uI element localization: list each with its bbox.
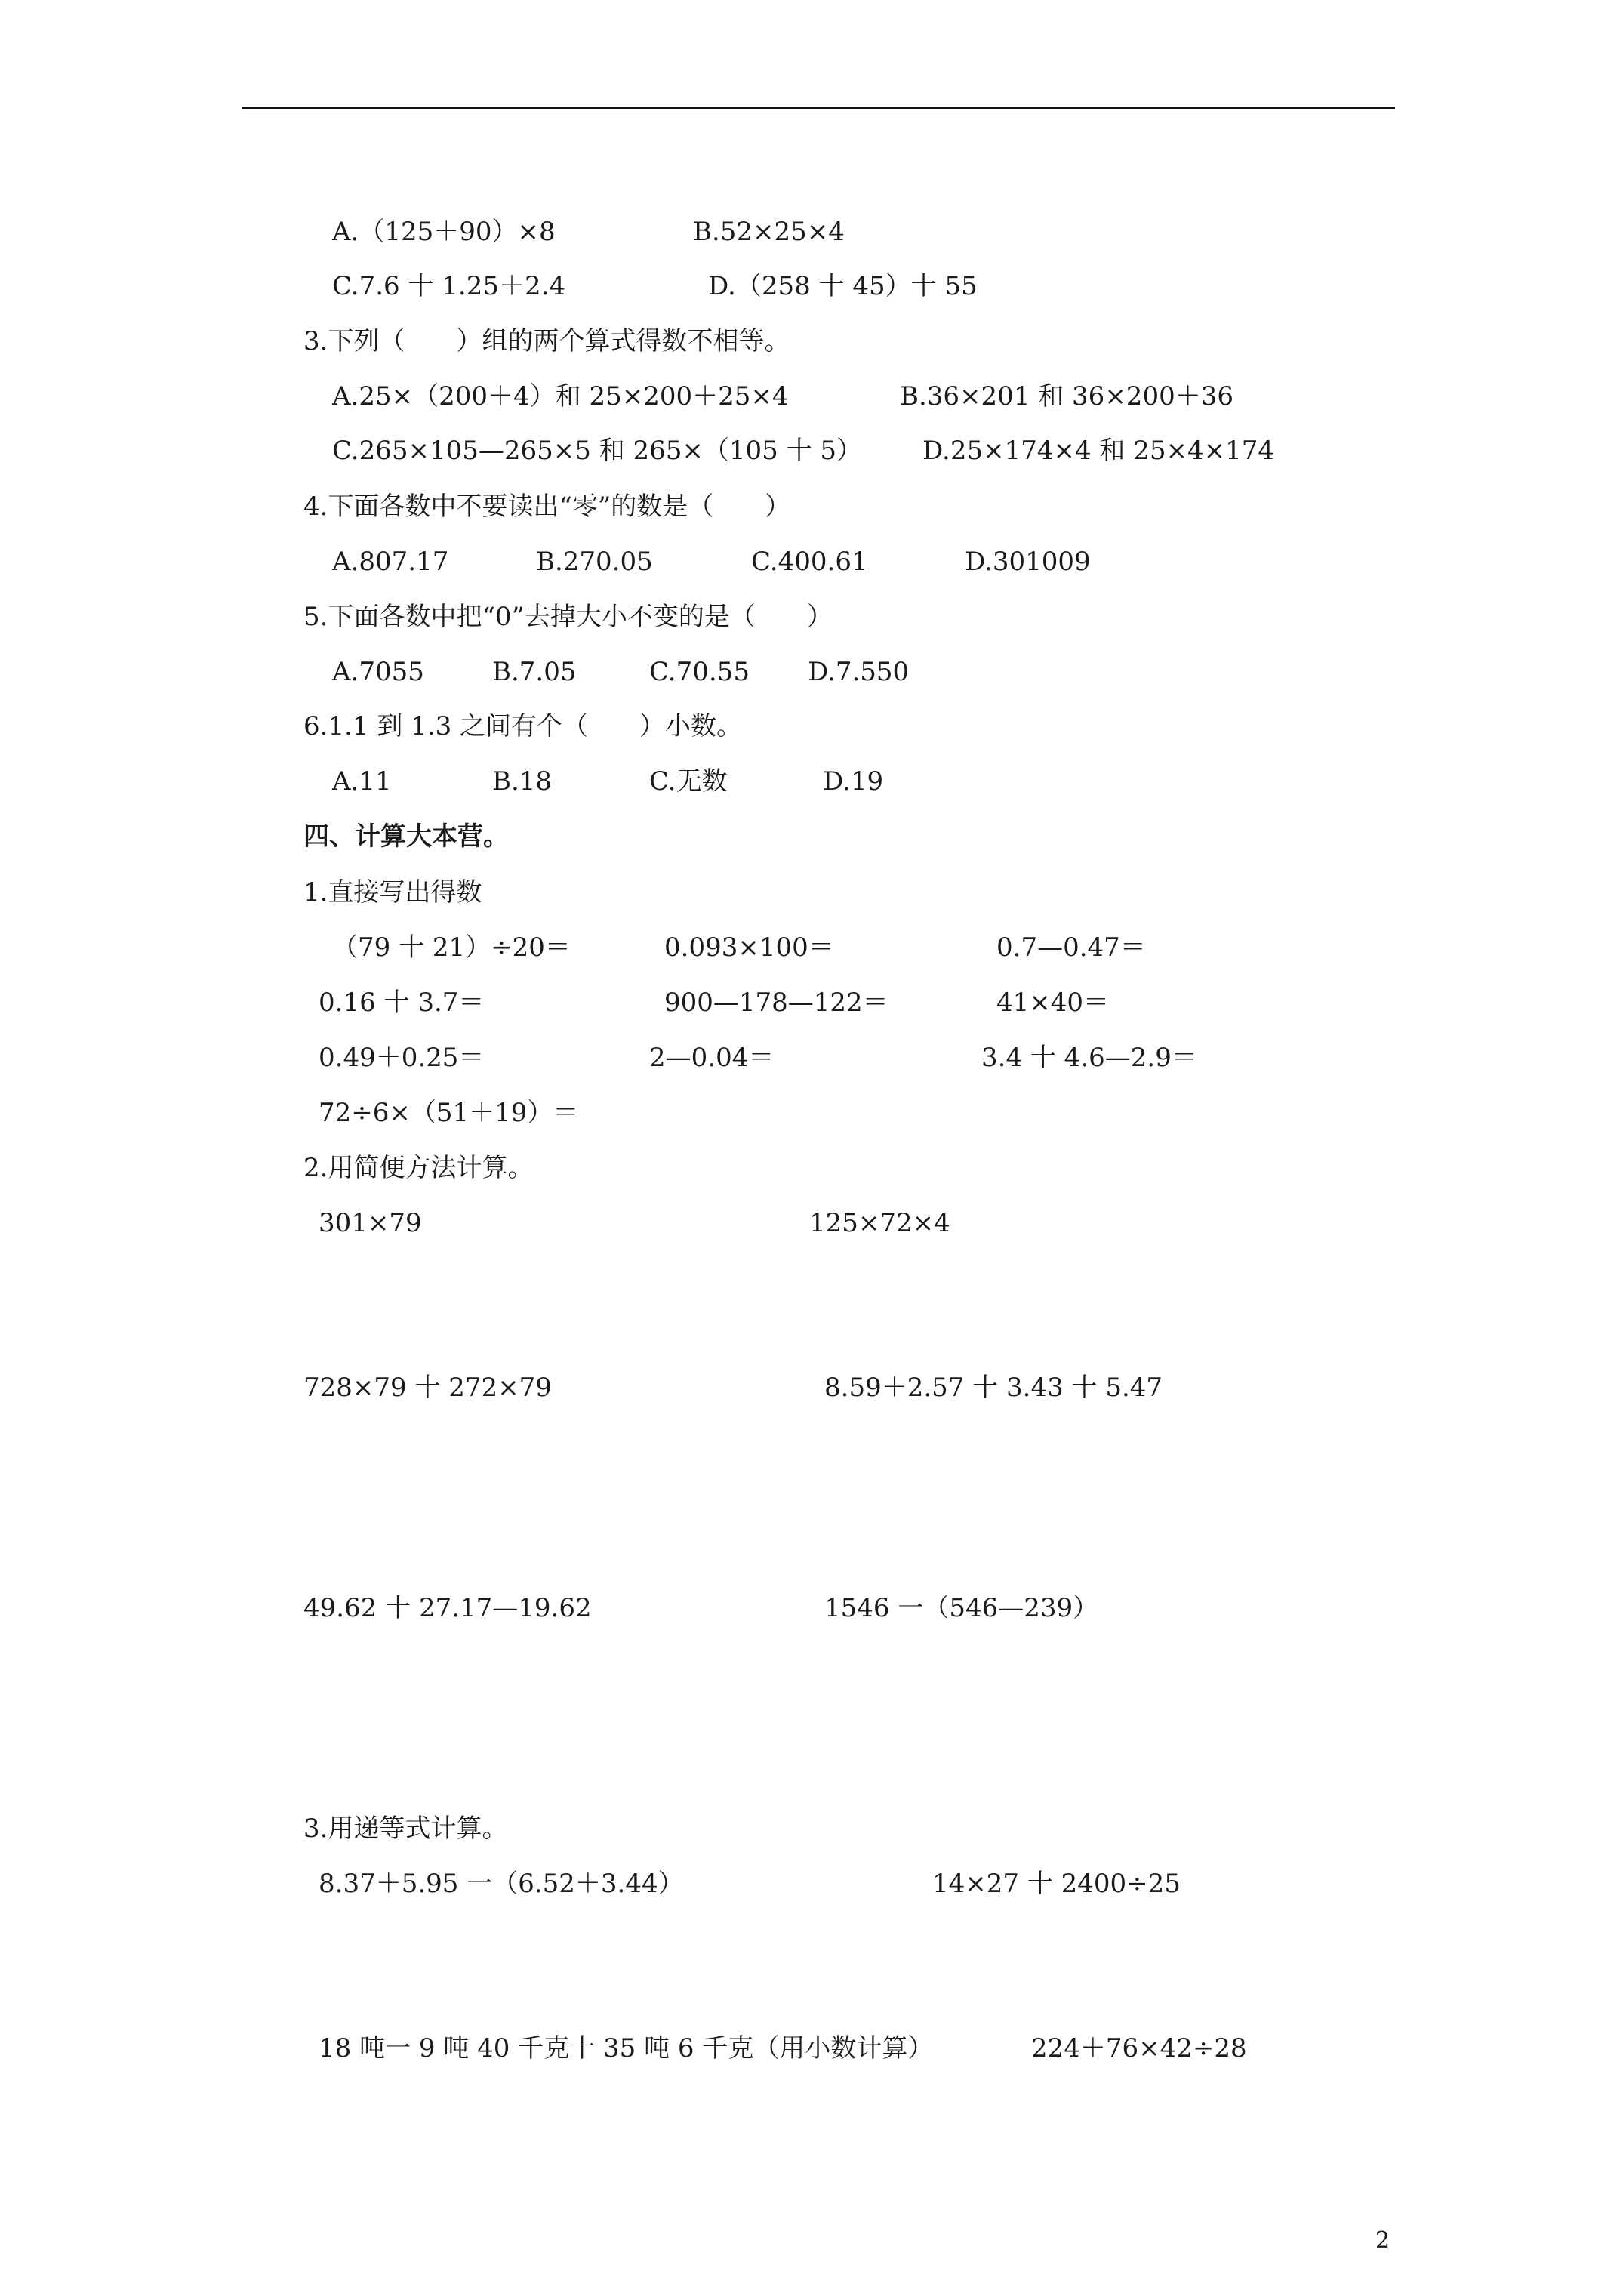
q4-option-c: C.400.61 [751,547,868,577]
q2-option-a: A.（125＋90）×8 [332,217,556,247]
q3-option-a: A.25×（200＋4）和 25×200＋25×4 [332,381,789,411]
simplify-calc-6: 1546 一（546—239） [824,1593,1099,1623]
stepwise-calc-1: 8.37＋5.95 一（6.52＋3.44） [319,1869,684,1899]
page-number: 2 [1375,2227,1390,2254]
q5-option-d: D.7.550 [808,657,910,687]
simplify-calc-2: 125×72×4 [809,1208,950,1238]
mental-calc-4: 0.16 十 3.7＝ [319,988,485,1018]
mental-calc-2: 0.093×100＝ [664,932,834,963]
mental-calc-5: 900—178—122＝ [664,988,888,1018]
q4-stem: 4.下面各数中不要读出“零”的数是（ ） [303,492,791,522]
mental-calc-3: 0.7—0.47＝ [996,932,1146,963]
q6-option-b: B.18 [492,766,553,797]
q5-option-c: C.70.55 [649,657,750,687]
mental-calc-1: （79 十 21）÷20＝ [332,932,571,963]
q3-option-c: C.265×105—265×5 和 265×（105 十 5） [332,436,863,466]
q5-option-b: B.7.05 [492,657,577,687]
stepwise-calc-3: 18 吨一 9 吨 40 千克十 35 吨 6 千克（用小数计算） [319,2033,934,2063]
simplify-calc-1: 301×79 [319,1208,422,1238]
part3-title: 3.用递等式计算。 [303,1814,508,1844]
q2-option-b: B.52×25×4 [693,217,845,247]
q6-option-d: D.19 [823,766,884,797]
q5-stem: 5.下面各数中把“0”去掉大小不变的是（ ） [303,602,833,632]
simplify-calc-5: 49.62 十 27.17—19.62 [303,1593,592,1623]
part2-title: 2.用简便方法计算。 [303,1153,534,1183]
mental-calc-8: 2—0.04＝ [649,1043,775,1073]
mental-calc-7: 0.49＋0.25＝ [319,1043,485,1073]
q3-option-d: D.25×174×4 和 25×4×174 [922,436,1275,466]
q6-option-c: C.无数 [649,766,728,797]
section4-heading: 四、计算大本营。 [303,821,509,852]
header-rule [242,107,1395,109]
q4-option-b: B.270.05 [536,547,653,577]
mental-calc-9: 3.4 十 4.6—2.9＝ [981,1043,1197,1073]
stepwise-calc-2: 14×27 十 2400÷25 [932,1869,1181,1899]
simplify-calc-3: 728×79 十 272×79 [303,1373,552,1403]
q2-option-c: C.7.6 十 1.25＋2.4 [332,271,566,301]
mental-calc-10: 72÷6×（51＋19）＝ [319,1098,579,1128]
q4-option-d: D.301009 [965,547,1091,577]
stepwise-calc-4: 224＋76×42÷28 [1031,2033,1247,2063]
q2-option-d: D.（258 十 45）十 55 [708,271,978,301]
q6-option-a: A.11 [332,766,392,797]
q6-stem: 6.1.1 到 1.3 之间有个（ ）小数。 [303,711,743,741]
q3-stem: 3.下列（ ）组的两个算式得数不相等。 [303,326,790,356]
q5-option-a: A.7055 [332,657,424,687]
mental-calc-6: 41×40＝ [996,988,1110,1018]
part1-title: 1.直接写出得数 [303,877,482,908]
simplify-calc-4: 8.59＋2.57 十 3.43 十 5.47 [824,1373,1163,1403]
q3-option-b: B.36×201 和 36×200＋36 [900,381,1233,411]
q4-option-a: A.807.17 [332,547,449,577]
